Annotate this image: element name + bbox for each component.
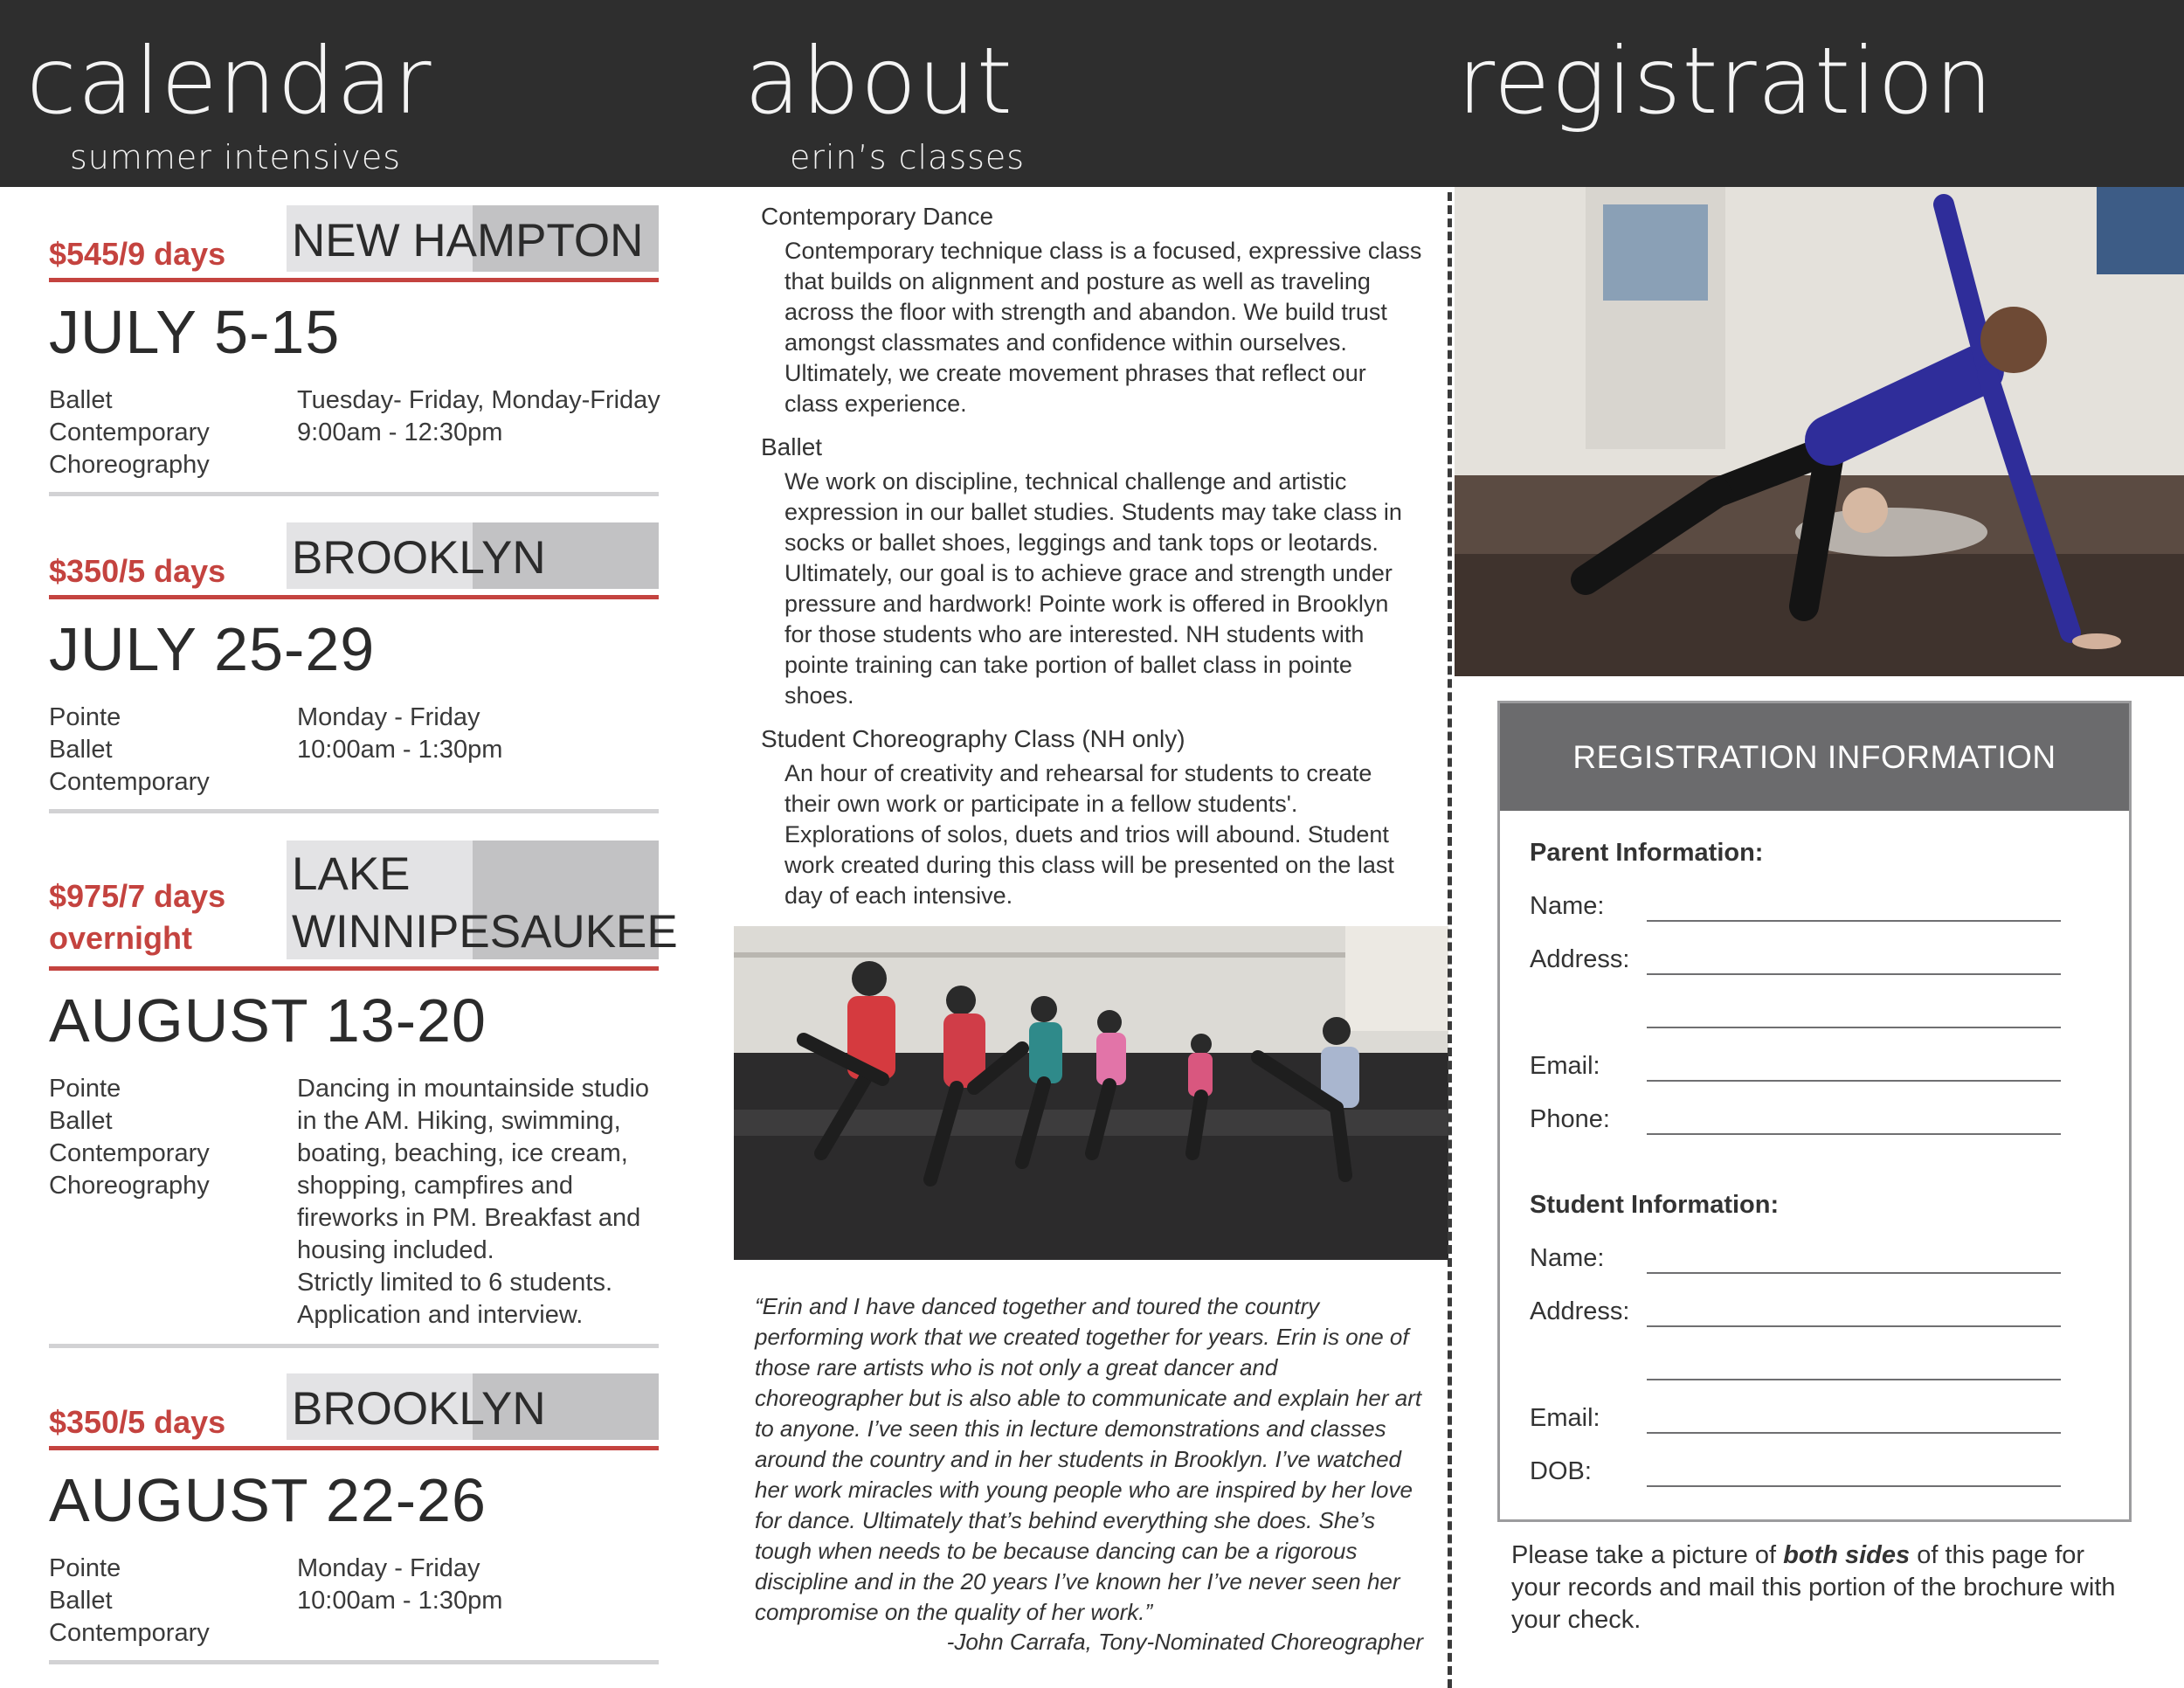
mailing-instructions xyxy=(1511,1539,2140,1636)
session-dates: JULY 25-29 xyxy=(49,615,376,683)
session-location: BROOKLYN xyxy=(287,522,659,589)
class-block-ballet xyxy=(761,432,1460,711)
registration-form xyxy=(1497,701,2132,1522)
style-item: Pointe xyxy=(49,1554,121,1582)
student-name-field[interactable] xyxy=(1647,1272,2061,1274)
red-divider xyxy=(49,278,659,282)
desc-line: Contemporary technique class is a focused, expressive class xyxy=(784,238,1422,264)
parent-email-field[interactable] xyxy=(1647,1080,2061,1082)
student-dob-field[interactable] xyxy=(1647,1485,2061,1487)
parent-name-field[interactable] xyxy=(1647,920,2061,922)
student-name-label: Name: xyxy=(1530,1244,1605,1272)
note-text-end: of this page for your records and mail this portion of the brochure with your check. xyxy=(1511,1541,2116,1634)
parent-phone-field[interactable] xyxy=(1647,1133,2061,1135)
desc-line: across the floor with strength and abandon. We build trust xyxy=(784,299,1387,325)
location-line: LAKE xyxy=(292,848,411,900)
desc-line: Explorations of solos, duets and trios will abound. Student xyxy=(784,821,1389,847)
note-emphasis: both sides xyxy=(1783,1541,1911,1569)
session-schedule xyxy=(297,1073,664,1332)
schedule-line: 9:00am - 12:30pm xyxy=(297,419,503,446)
quote-line: choreographer but is also able to communicate and explain her art xyxy=(755,1385,1422,1411)
schedule-line: 10:00am - 1:30pm xyxy=(297,1587,503,1615)
session-brooklyn-august xyxy=(49,1373,659,1671)
class-title: Student Choreography Class (NH only) xyxy=(761,725,1185,752)
style-item: Pointe xyxy=(49,703,121,731)
desc-line: pressure and hardwork! Pointe work is offered in Brooklyn xyxy=(784,591,1389,617)
session-dates: JULY 5-15 xyxy=(49,298,341,366)
class-descriptions xyxy=(761,201,1460,924)
schedule-line: boating, beaching, ice cream, xyxy=(297,1139,628,1167)
registration-heading: registration xyxy=(1457,28,1994,135)
about-subheading: erin’s classes xyxy=(790,138,1026,176)
student-address-label: Address: xyxy=(1530,1297,1630,1325)
style-item: Contemporary xyxy=(49,768,210,796)
session-price: $350/5 days xyxy=(49,1404,226,1440)
dancer-illustration xyxy=(1455,187,2184,676)
desc-line: Ultimately, we create movement phrases that reflect our xyxy=(784,360,1366,386)
registration-form-title: REGISTRATION INFORMATION xyxy=(1500,703,2129,811)
session-dates: AUGUST 22-26 xyxy=(49,1466,487,1534)
desc-line: Ultimately, our goal is to achieve grace and strength under xyxy=(784,560,1393,586)
schedule-line: in the AM. Hiking, swimming, xyxy=(297,1107,621,1135)
schedule-line: 10:00am - 1:30pm xyxy=(297,736,503,764)
schedule-line: Dancing in mountainside studio xyxy=(297,1075,650,1103)
class-description xyxy=(761,467,1460,711)
location-line: WINNIPESAUKEE xyxy=(292,906,678,958)
desc-line: class experience. xyxy=(784,391,967,417)
class-title: Ballet xyxy=(761,433,823,460)
gray-divider xyxy=(49,1344,659,1348)
desc-line: An hour of creativity and rehearsal for students to create xyxy=(784,760,1372,786)
schedule-line: Monday - Friday xyxy=(297,1554,480,1582)
class-description xyxy=(761,758,1460,911)
session-styles xyxy=(49,384,210,481)
quote-line: discipline and in the 20 years I’ve known her I’ve never seen her xyxy=(755,1568,1400,1595)
desc-line: that builds on alignment and posture as well as traveling xyxy=(784,268,1371,294)
quote-line: to anyone. I’ve seen this in lecture demonstrations and classes xyxy=(755,1415,1386,1442)
session-price: $545/9 days xyxy=(49,236,226,272)
style-item: Contemporary xyxy=(49,1139,210,1167)
parent-email-label: Email: xyxy=(1530,1052,1600,1080)
gray-divider xyxy=(49,492,659,496)
gray-divider xyxy=(49,1660,659,1664)
cut-line xyxy=(1448,192,1452,1688)
session-location xyxy=(287,841,678,959)
session-price: $975/7 days xyxy=(49,878,226,914)
session-schedule xyxy=(297,384,664,449)
style-item: Contemporary xyxy=(49,1619,210,1647)
class-block-choreography xyxy=(761,723,1460,911)
quote-attribution: -John Carrafa, Tony-Nominated Choreographer xyxy=(946,1629,1423,1655)
desc-line: for those students who are interested. NH students with xyxy=(784,621,1365,647)
quote-line: “Erin and I have danced together and toured the country xyxy=(755,1293,1320,1319)
desc-line: We work on discipline, technical challenge and artistic xyxy=(784,468,1347,495)
class-block-contemporary xyxy=(761,201,1460,419)
quote-line: compromise on the quality of her work.” xyxy=(755,1599,1153,1625)
schedule-line: housing included. xyxy=(297,1236,494,1264)
session-lake-winnipesaukee xyxy=(49,841,678,1358)
session-schedule xyxy=(297,1553,664,1617)
desc-line: socks or ballet shoes, leggings and tank tops or leotards. xyxy=(784,529,1379,556)
parent-info-heading: Parent Information: xyxy=(1530,839,1764,867)
class-description xyxy=(761,236,1460,419)
style-item: Ballet xyxy=(49,736,113,764)
session-location: BROOKLYN xyxy=(287,1373,659,1440)
style-item: Choreography xyxy=(49,1172,210,1200)
parent-phone-label: Phone: xyxy=(1530,1105,1610,1133)
red-divider xyxy=(49,595,659,599)
style-item: Ballet xyxy=(49,386,113,414)
session-brooklyn-july xyxy=(49,522,659,820)
session-styles xyxy=(49,1073,210,1202)
desc-line: amongst classmates and confidence within ourselves. xyxy=(784,329,1347,356)
dance-class-illustration xyxy=(734,926,1448,1260)
quote-line: her work miracles with young people who are inspired by her love xyxy=(755,1477,1413,1503)
schedule-line: Monday - Friday xyxy=(297,703,480,731)
about-heading: about xyxy=(744,28,1013,135)
note-text-start: Please take a picture of xyxy=(1511,1541,1784,1569)
schedule-line: Strictly limited to 6 students. xyxy=(297,1269,613,1297)
session-new-hampton xyxy=(49,205,659,502)
session-location: NEW HAMPTON xyxy=(287,205,659,272)
style-item: Contemporary xyxy=(49,419,210,446)
parent-address-field-2[interactable] xyxy=(1647,1027,2061,1028)
gray-divider xyxy=(49,809,659,813)
dancer-photo xyxy=(1455,187,2184,676)
quote-line: those rare artists who is not only a great dancer and xyxy=(755,1354,1278,1380)
student-dob-label: DOB: xyxy=(1530,1457,1592,1485)
quote-line: performing work that we created together for years. Erin is one of xyxy=(755,1324,1409,1350)
parent-name-label: Name: xyxy=(1530,892,1605,920)
calendar-heading: calendar xyxy=(26,28,432,135)
schedule-line: Application and interview. xyxy=(297,1301,584,1329)
desc-line: their own work or participate in a fellow students'. xyxy=(784,791,1298,817)
dance-class-photo xyxy=(734,926,1448,1260)
student-address-field[interactable] xyxy=(1647,1325,2061,1327)
style-item: Ballet xyxy=(49,1107,113,1135)
desc-line: expression in our ballet studies. Students may take class in xyxy=(784,499,1402,525)
parent-address-field[interactable] xyxy=(1647,973,2061,975)
student-email-label: Email: xyxy=(1530,1404,1600,1432)
header-band xyxy=(0,0,2184,187)
red-divider xyxy=(49,966,659,971)
quote-line: tough when needs to be because dancing can be a rigorous xyxy=(755,1538,1358,1564)
testimonial-quote xyxy=(755,1291,1445,1628)
session-styles xyxy=(49,1553,210,1650)
style-item: Pointe xyxy=(49,1075,121,1103)
parent-address-label: Address: xyxy=(1530,945,1630,973)
class-title: Contemporary Dance xyxy=(761,203,994,230)
session-price-note: overnight xyxy=(49,920,193,956)
student-email-field[interactable] xyxy=(1647,1432,2061,1434)
session-dates: AUGUST 13-20 xyxy=(49,986,487,1055)
session-schedule xyxy=(297,702,664,766)
quote-line: for dance. Ultimately that’s behind everything she does. She’s xyxy=(755,1507,1376,1533)
session-price: $350/5 days xyxy=(49,553,226,589)
desc-line: work created during this class will be presented on the last xyxy=(784,852,1394,878)
schedule-line: shopping, campfires and xyxy=(297,1172,573,1200)
style-item: Choreography xyxy=(49,451,210,479)
style-item: Ballet xyxy=(49,1587,113,1615)
desc-line: shoes. xyxy=(784,682,854,709)
calendar-subheading: summer intensives xyxy=(70,138,402,176)
session-styles xyxy=(49,702,210,799)
student-info-heading: Student Information: xyxy=(1530,1191,1780,1219)
quote-line: around the country and in her students in Brooklyn. I’ve watched xyxy=(755,1446,1401,1472)
red-divider xyxy=(49,1446,659,1450)
schedule-line: fireworks in PM. Breakfast and xyxy=(297,1204,641,1232)
schedule-line: Tuesday- Friday, Monday-Friday xyxy=(297,386,660,414)
desc-line: pointe training can take portion of ballet class in pointe xyxy=(784,652,1352,678)
desc-line: day of each intensive. xyxy=(784,882,1013,909)
student-address-field-2[interactable] xyxy=(1647,1379,2061,1380)
